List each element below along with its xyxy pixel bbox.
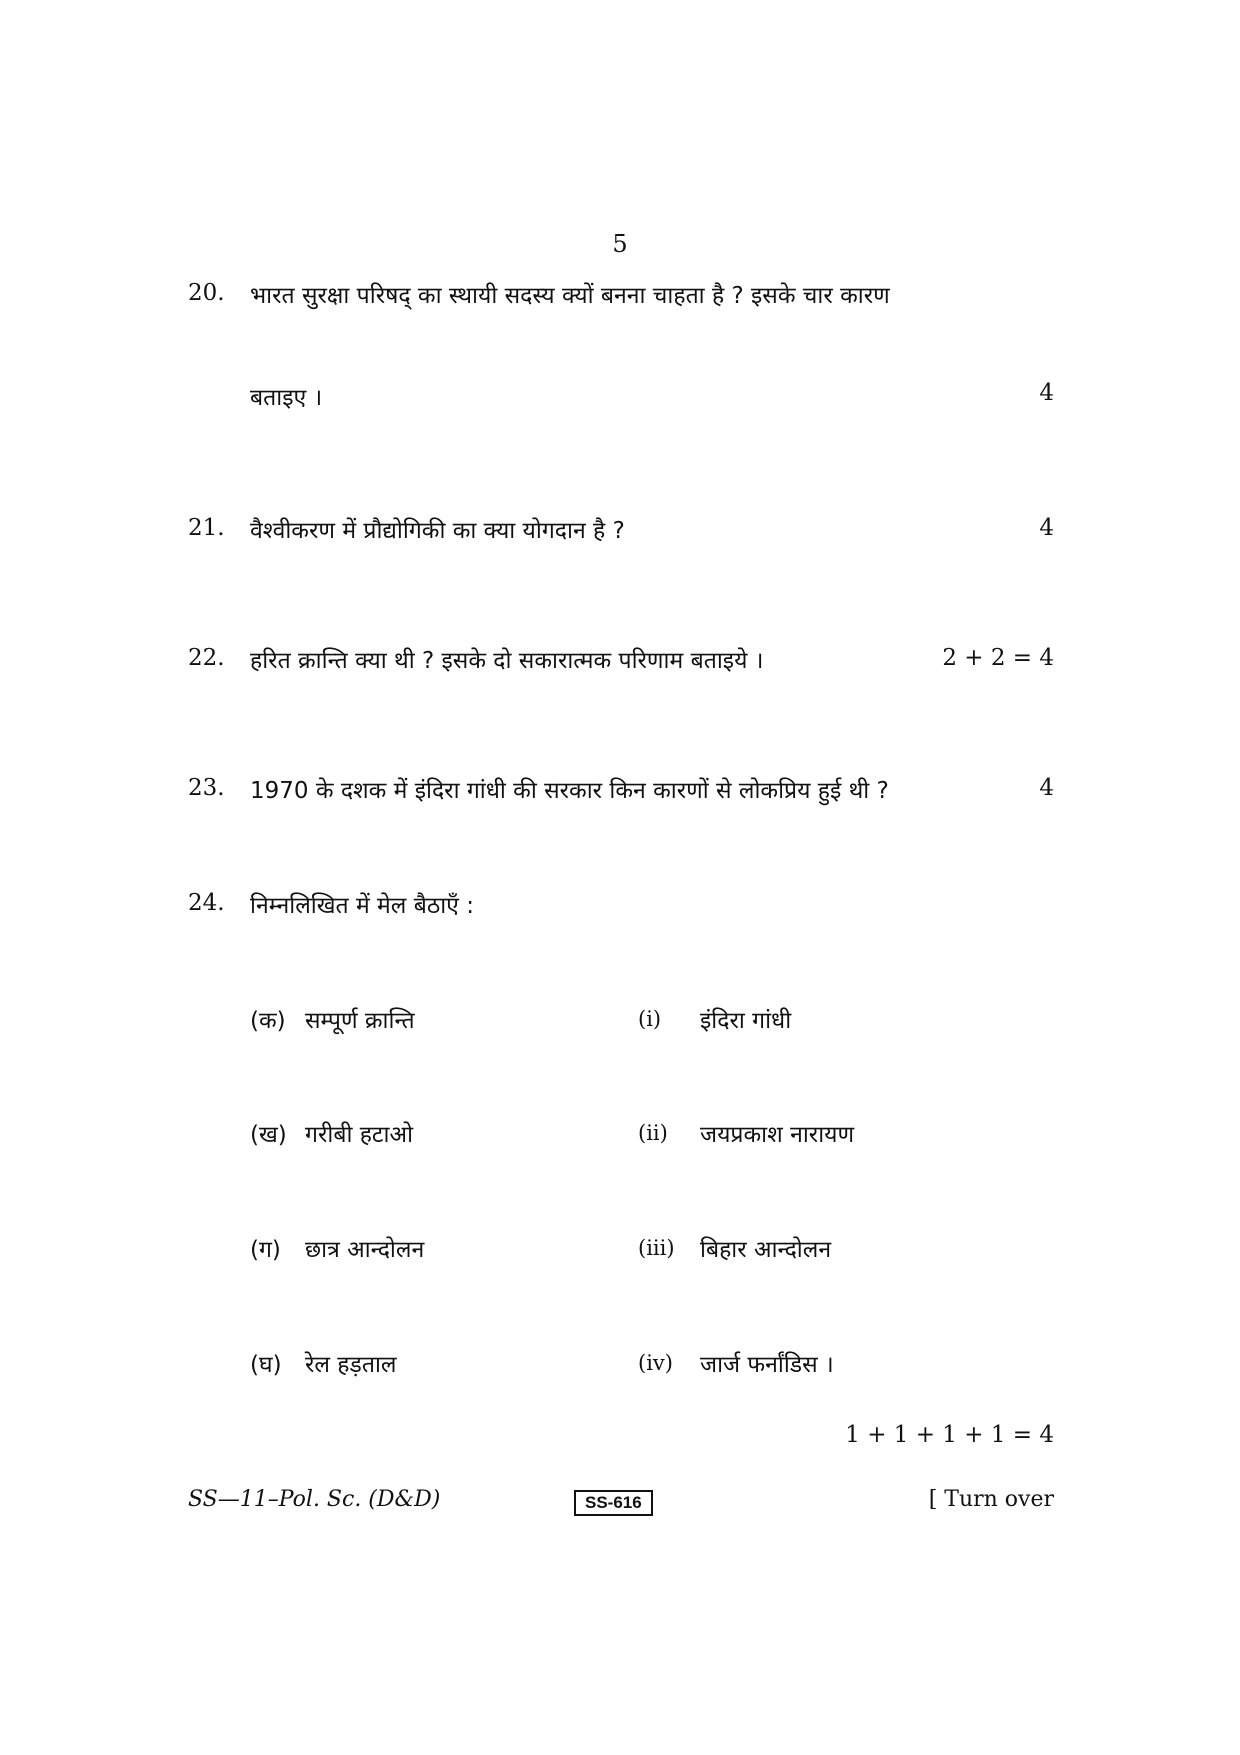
- page-number: 5: [612, 230, 628, 258]
- match-left-text: छात्र आन्दोलन: [305, 1237, 425, 1263]
- question-21-text: वैश्वीकरण में प्रौद्योगिकी का क्या योगदान है ?: [250, 518, 625, 544]
- question-22-marks: 2 + 2 = 4: [942, 645, 1054, 671]
- match-left-text: गरीबी हटाओ: [305, 1122, 414, 1148]
- footer-subject-code: SS—11–Pol. Sc. (D&D): [188, 1487, 441, 1512]
- question-23-marks: 4: [1039, 775, 1054, 801]
- question-20-marks: 4: [1039, 380, 1054, 406]
- question-21-number: 21.: [188, 515, 225, 541]
- match-right-text: जयप्रकाश नारायण: [700, 1122, 855, 1148]
- match-right-text: इंदिरा गांधी: [700, 1008, 792, 1034]
- question-20-number: 20.: [188, 280, 225, 306]
- match-right-text: बिहार आन्दोलन: [700, 1237, 832, 1263]
- match-right-label: (iv): [638, 1351, 673, 1375]
- question-20-text-line1: भारत सुरक्षा परिषद् का स्थायी सदस्य क्यों बनना चाहता है ? इसके चार कारण: [250, 283, 890, 309]
- match-right-label: (i): [638, 1007, 662, 1031]
- question-24-marks: 1 + 1 + 1 + 1 = 4: [845, 1422, 1054, 1448]
- match-left-text: रेल हड़ताल: [305, 1352, 397, 1378]
- match-left-label: (ग): [250, 1237, 281, 1263]
- match-left-label: (ख): [250, 1122, 287, 1148]
- question-22-text: हरित क्रान्ति क्या थी ? इसके दो सकारात्मक परिणाम बताइये ।: [250, 648, 764, 674]
- question-24-number: 24.: [188, 890, 225, 916]
- question-24-text: निम्नलिखित में मेल बैठाएँ :: [250, 893, 474, 919]
- match-left-label: (क): [250, 1008, 286, 1034]
- question-23-text: 1970 के दशक में इंदिरा गांधी की सरकार किन कारणों से लोकप्रिय हुई थी ?: [250, 778, 889, 804]
- question-21-marks: 4: [1039, 515, 1054, 541]
- question-22-number: 22.: [188, 645, 225, 671]
- match-left-text: सम्पूर्ण क्रान्ति: [305, 1008, 415, 1034]
- question-20-text-line2: बताइए ।: [250, 385, 323, 411]
- match-right-label: (iii): [638, 1236, 675, 1260]
- match-right-text: जार्ज फर्नांडिस ।: [700, 1352, 834, 1378]
- match-right-label: (ii): [638, 1121, 668, 1145]
- match-left-label: (घ): [250, 1352, 282, 1378]
- footer-paper-code-box: SS-616: [574, 1490, 653, 1516]
- footer-turn-over: [ Turn over: [928, 1487, 1054, 1512]
- question-23-number: 23.: [188, 775, 225, 801]
